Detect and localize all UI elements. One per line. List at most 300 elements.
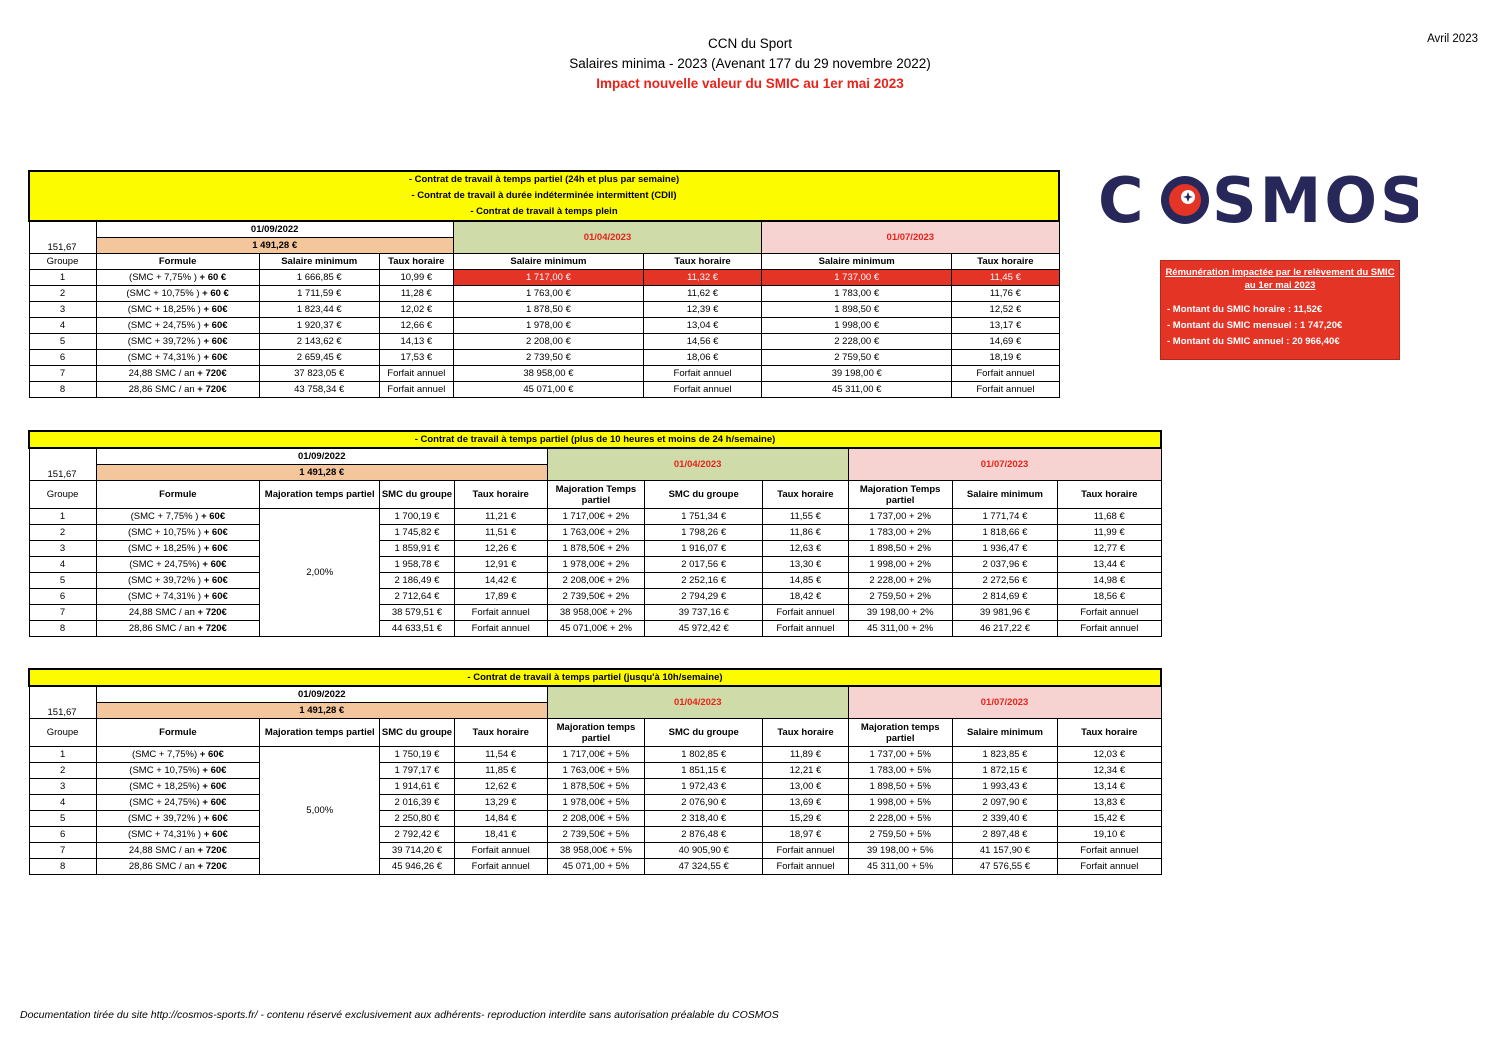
formula-text: (SMC + 7,75% ) [129, 272, 197, 283]
table-cell: 14,98 € [1058, 573, 1161, 589]
formula-bonus: + 60€ [203, 813, 228, 824]
table-cell: 39 714,20 € [380, 843, 454, 859]
table-cell: 46 217,22 € [952, 621, 1057, 637]
table-cell: 2 097,90 € [952, 795, 1057, 811]
table-cell: 2 228,00 + 5% [848, 811, 952, 827]
table-cell: 12,02 € [379, 302, 453, 318]
table-cell: 1 823,44 € [259, 302, 379, 318]
table-cell: 13,04 € [644, 318, 762, 334]
table-cell [96, 270, 259, 286]
formula-text: (SMC + 74,31% ) [127, 591, 202, 602]
table-cell: 1 700,19 € [380, 509, 454, 525]
table-cell [96, 350, 259, 366]
formula-bonus: + 60€ [203, 304, 228, 315]
table-cell: 12,63 € [763, 541, 848, 557]
table-cell: 6 [29, 350, 96, 366]
table-cell [96, 843, 259, 859]
table-cell: 15,29 € [763, 811, 848, 827]
col-header: SMC du groupe [645, 481, 763, 509]
col-header: Taux horaire [379, 254, 453, 270]
table3-hours: 151,67 [29, 686, 96, 719]
table-cell: 39 198,00 € [762, 366, 952, 382]
table-cell: 2 076,90 € [645, 795, 763, 811]
formula-text: 28,86 SMC / an [128, 384, 195, 395]
table-cell: 8 [29, 382, 96, 398]
table-cell: 1 783,00 + 2% [848, 525, 952, 541]
formula-text: 28,86 SMC / an [128, 861, 195, 872]
formula-text: (SMC + 39,72% ) [127, 336, 201, 347]
table-cell: 1 878,50€ + 2% [547, 541, 644, 557]
table-cell: 39 198,00 + 5% [848, 843, 952, 859]
col-header: SMC du groupe [380, 481, 454, 509]
formula-bonus: + 60€ [202, 797, 227, 808]
table-cell: 45 071,00 + 5% [547, 859, 644, 875]
table-row [29, 382, 1059, 398]
col-header: Taux horaire [454, 719, 547, 747]
table-row [29, 366, 1059, 382]
table-cell: Forfait annuel [952, 366, 1059, 382]
table-cell: 2 814,69 € [952, 589, 1057, 605]
formula-bonus: + 60 € [199, 272, 227, 283]
table-cell: 1 872,15 € [952, 763, 1057, 779]
formula-text: (SMC + 18,25% ) [127, 543, 202, 554]
table-row [29, 557, 1161, 573]
salary-table-part-time-10-24h [28, 430, 1162, 637]
table-cell: 11,99 € [1058, 525, 1161, 541]
table-row [29, 859, 1161, 875]
col-header: Majoration Temps partiel [848, 481, 952, 509]
table-row [29, 541, 1161, 557]
table-cell: 17,53 € [379, 350, 453, 366]
table-cell: Forfait annuel [1058, 843, 1161, 859]
table-row [29, 509, 1161, 525]
table-cell [96, 509, 259, 525]
table-cell: 41 157,90 € [952, 843, 1057, 859]
table-cell: 1 [29, 747, 96, 763]
table-cell: 1 978,00 € [453, 318, 643, 334]
table-cell: 1 914,61 € [380, 779, 454, 795]
table-cell: 8 [29, 621, 96, 637]
table-cell: 14,69 € [952, 334, 1059, 350]
table-cell: 45 071,00€ + 2% [547, 621, 644, 637]
table-cell: Forfait annuel [644, 382, 762, 398]
table-row [29, 747, 1161, 763]
table1-date-b: 01/07/2023 [762, 221, 1059, 254]
table-cell: 38 958,00 € [453, 366, 643, 382]
table-cell: 11,45 € [952, 270, 1059, 286]
table-cell: 40 905,90 € [645, 843, 763, 859]
table-cell [96, 366, 259, 382]
table-cell: 13,83 € [1058, 795, 1161, 811]
table-cell: Forfait annuel [454, 843, 547, 859]
formula-bonus: + 60€ [203, 829, 228, 840]
table-cell: 1 802,85 € [645, 747, 763, 763]
table-cell: 18,97 € [763, 827, 848, 843]
table-cell: 17,89 € [454, 589, 547, 605]
table-cell: 12,03 € [1058, 747, 1161, 763]
table-cell: 6 [29, 589, 96, 605]
table-cell: 14,13 € [379, 334, 453, 350]
table-cell: 15,42 € [1058, 811, 1161, 827]
info-line-monthly: - Montant du SMIC mensuel : 1 747,20€ [1167, 320, 1343, 331]
table-cell: 1 745,82 € [380, 525, 454, 541]
table2-date-ref: 01/09/2022 [96, 448, 547, 465]
table-cell: Forfait annuel [379, 382, 453, 398]
formula-text: (SMC + 24,75%) [129, 797, 200, 808]
table-cell: 11,55 € [763, 509, 848, 525]
formula-text: (SMC + 7,75% ) [130, 511, 199, 522]
col-header: SMC du groupe [380, 719, 454, 747]
table-cell: 2 876,48 € [645, 827, 763, 843]
table-row [29, 318, 1059, 334]
table-cell: 1 851,15 € [645, 763, 763, 779]
table-cell: 1 717,00 € [453, 270, 643, 286]
table-cell: 2 739,50€ + 2% [547, 589, 644, 605]
table-cell: Forfait annuel [952, 382, 1059, 398]
table-cell: Forfait annuel [454, 621, 547, 637]
salary-table-part-time-up-to-10h [28, 668, 1162, 875]
table-row [29, 621, 1161, 637]
formula-bonus: + 60€ [203, 320, 228, 331]
table-cell: 5 [29, 811, 96, 827]
table-cell: 1 898,50 + 2% [848, 541, 952, 557]
table-cell: 4 [29, 318, 96, 334]
table-cell: 2 228,00 + 2% [848, 573, 952, 589]
table-cell: 18,42 € [763, 589, 848, 605]
table-cell [96, 763, 259, 779]
table-cell: 2 759,50 + 2% [848, 589, 952, 605]
formula-bonus: + 60€ [202, 781, 227, 792]
table-cell: 1 763,00€ + 2% [547, 525, 644, 541]
table-row [29, 763, 1161, 779]
smic-info-box [1160, 260, 1400, 360]
table-cell [96, 541, 259, 557]
formula-bonus: + 720€ [197, 623, 227, 634]
table1-date-a: 01/04/2023 [453, 221, 761, 254]
table-cell: 2 208,00€ + 5% [547, 811, 644, 827]
table-cell: Forfait annuel [763, 843, 848, 859]
table-cell: 13,00 € [763, 779, 848, 795]
table-cell: 1 978,00€ + 5% [547, 795, 644, 811]
formula-text: (SMC + 7,75%) [131, 749, 198, 760]
table-cell: 7 [29, 605, 96, 621]
table-cell [96, 795, 259, 811]
formula-text: (SMC + 39,72% ) [127, 813, 202, 824]
table-cell: 1 737,00 + 5% [848, 747, 952, 763]
table-cell: 4 [29, 795, 96, 811]
document-header [400, 34, 1100, 94]
col-header: Salaire minimum [762, 254, 952, 270]
table-cell [96, 525, 259, 541]
table-cell: 1 750,19 € [380, 747, 454, 763]
table1-hours: 151,67 [29, 221, 96, 254]
table-cell: 11,76 € [952, 286, 1059, 302]
table-cell: 2 794,29 € [645, 589, 763, 605]
table-cell: 14,85 € [763, 573, 848, 589]
cosmos-logo [1098, 165, 1418, 235]
table-cell [96, 589, 259, 605]
table-row [29, 286, 1059, 302]
table-cell: 1 751,34 € [645, 509, 763, 525]
table-cell: 1 823,85 € [952, 747, 1057, 763]
formula-bonus: + 60€ [203, 527, 228, 538]
col-header: SMC du groupe [645, 719, 763, 747]
table-cell: 13,29 € [454, 795, 547, 811]
table-cell: 13,44 € [1058, 557, 1161, 573]
col-header: Groupe [29, 719, 96, 747]
table-cell: 1 818,66 € [952, 525, 1057, 541]
table-cell [96, 827, 259, 843]
table-row [29, 350, 1059, 366]
table-cell: 2 186,49 € [380, 573, 454, 589]
formula-text: (SMC + 10,75%) [129, 765, 200, 776]
table-cell: 1 898,50 + 5% [848, 779, 952, 795]
table3-date-ref: 01/09/2022 [96, 686, 547, 703]
table1-title-line: - Contrat de travail à durée indéterminée intermittent (CDII) [411, 190, 677, 201]
table-cell: 12,39 € [644, 302, 762, 318]
table-cell: 12,66 € [379, 318, 453, 334]
table-cell: Forfait annuel [379, 366, 453, 382]
table2-smc-ref: 1 491,28 € [96, 465, 547, 481]
header-line-1: CCN du Sport [707, 36, 793, 51]
formula-bonus: + 720€ [197, 607, 227, 618]
table-cell: 1 711,59 € [259, 286, 379, 302]
table-cell: 11,21 € [454, 509, 547, 525]
table-row [29, 843, 1161, 859]
formula-bonus: + 60 € [202, 288, 229, 299]
table-cell: 11,54 € [454, 747, 547, 763]
formula-text: (SMC + 10,75% ) [127, 527, 202, 538]
table-cell: 1 [29, 270, 96, 286]
table-cell: 18,06 € [644, 350, 762, 366]
table-cell: 2 339,40 € [952, 811, 1057, 827]
table-cell: 1 920,37 € [259, 318, 379, 334]
table-cell: Forfait annuel [1058, 605, 1161, 621]
table-cell: 14,42 € [454, 573, 547, 589]
table-cell: 1 859,91 € [380, 541, 454, 557]
col-header: Formule [96, 481, 259, 509]
formula-text: (SMC + 18,25%) [129, 781, 200, 792]
col-header: Taux horaire [763, 719, 848, 747]
table-cell [96, 557, 259, 573]
table-cell: 1 737,00 € [762, 270, 952, 286]
table-cell: 2 [29, 286, 96, 302]
table-cell [96, 302, 259, 318]
col-header: Taux horaire [1058, 719, 1161, 747]
table-cell: 2 [29, 763, 96, 779]
formula-bonus: + 60€ [203, 575, 228, 586]
table1-title-line: - Contrat de travail à temps partiel (24h et plus par semaine) [408, 174, 680, 185]
table-cell: 12,91 € [454, 557, 547, 573]
salary-table-full-time [28, 170, 1060, 398]
col-header: Majoration temps partiel [848, 719, 952, 747]
table-cell: 44 633,51 € [380, 621, 454, 637]
col-header: Salaire minimum [453, 254, 643, 270]
formula-text: (SMC + 24,75% ) [127, 320, 201, 331]
document-date: Avril 2023 [1427, 33, 1478, 45]
table-cell: 1 993,43 € [952, 779, 1057, 795]
table-cell [96, 605, 259, 621]
table-cell: 1 958,78 € [380, 557, 454, 573]
table-cell [96, 382, 259, 398]
table-cell: 38 958,00€ + 5% [547, 843, 644, 859]
table-cell: 12,52 € [952, 302, 1059, 318]
table-cell: 11,28 € [379, 286, 453, 302]
table2-date-b: 01/07/2023 [848, 448, 1161, 481]
table-cell: 19,10 € [1058, 827, 1161, 843]
table-cell: 39 198,00 + 2% [848, 605, 952, 621]
table-row [29, 573, 1161, 589]
table-cell: 13,30 € [763, 557, 848, 573]
table-cell: 18,41 € [454, 827, 547, 843]
formula-bonus: + 60€ [202, 765, 227, 776]
table-cell: 14,56 € [644, 334, 762, 350]
formula-bonus: + 60€ [203, 336, 228, 347]
table1-smc-ref: 1 491,28 € [96, 238, 453, 254]
table-cell: 47 576,55 € [952, 859, 1057, 875]
table-cell: 2 037,96 € [952, 557, 1057, 573]
table-row [29, 779, 1161, 795]
footer-disclaimer: Documentation tirée du site http://cosmos-sports.fr/ - contenu réservé exclusivement aux adhérents- reproduction interdite sans autorisation préalable du COSMOS [20, 1009, 779, 1021]
table-cell: 13,69 € [763, 795, 848, 811]
table-cell: 2 [29, 525, 96, 541]
table-cell: Forfait annuel [763, 605, 848, 621]
table-cell: 2 228,00 € [762, 334, 952, 350]
col-header: Majoration temps partiel [260, 719, 380, 747]
table-cell: 47 324,55 € [645, 859, 763, 875]
table-cell [96, 334, 259, 350]
table-cell [96, 859, 259, 875]
table-cell: 1 998,00 € [762, 318, 952, 334]
formula-text: 24,88 SMC / an [128, 607, 195, 618]
table-cell: 18,19 € [952, 350, 1059, 366]
formula-text: (SMC + 18,25% ) [127, 304, 201, 315]
table-cell: 11,68 € [1058, 509, 1161, 525]
table-cell: 2 017,56 € [645, 557, 763, 573]
formula-text: 28,86 SMC / an [128, 623, 195, 634]
col-header: Taux horaire [1058, 481, 1161, 509]
formula-text: (SMC + 24,75%) [129, 559, 200, 570]
table-cell: 7 [29, 843, 96, 859]
formula-bonus: + 60€ [203, 352, 228, 363]
table-cell: 8 [29, 859, 96, 875]
table-cell [96, 286, 259, 302]
table-cell: 2 897,48 € [952, 827, 1057, 843]
info-line-hourly: - Montant du SMIC horaire : 11,52€ [1167, 304, 1323, 315]
formula-text: (SMC + 39,72% ) [127, 575, 202, 586]
table-cell: 1 783,00 € [762, 286, 952, 302]
table-cell: 45 071,00 € [453, 382, 643, 398]
table-cell: 2 739,50€ + 5% [547, 827, 644, 843]
table-cell: 2 272,56 € [952, 573, 1057, 589]
table3-smc-ref: 1 491,28 € [96, 703, 547, 719]
table1-date-ref: 01/09/2022 [96, 221, 453, 238]
formula-bonus: + 60€ [203, 591, 228, 602]
table-cell: 38 579,51 € [380, 605, 454, 621]
info-line-annual: - Montant du SMIC annuel : 20 966,40€ [1167, 336, 1340, 347]
formula-text: 24,88 SMC / an [128, 368, 195, 379]
table-cell: 45 311,00 + 5% [848, 859, 952, 875]
table-cell: 1 998,00 + 5% [848, 795, 952, 811]
table-cell: Forfait annuel [1058, 621, 1161, 637]
table-cell: 14,84 € [454, 811, 547, 827]
table-row [29, 589, 1161, 605]
table-cell: 2 016,39 € [380, 795, 454, 811]
table-cell: Forfait annuel [644, 366, 762, 382]
table-cell: Forfait annuel [454, 859, 547, 875]
table-cell: Forfait annuel [763, 621, 848, 637]
table-cell: 12,62 € [454, 779, 547, 795]
col-header: Majoration Temps partiel [547, 481, 644, 509]
table-cell: 1 666,85 € [259, 270, 379, 286]
table-cell: 1 916,07 € [645, 541, 763, 557]
table-cell: 2 759,50 € [762, 350, 952, 366]
table-cell: 2 659,45 € [259, 350, 379, 366]
formula-bonus: + 720€ [197, 384, 227, 395]
table-cell: 38 958,00€ + 2% [547, 605, 644, 621]
formula-text: (SMC + 74,31% ) [127, 829, 202, 840]
table-row [29, 605, 1161, 621]
table-cell: 12,34 € [1058, 763, 1161, 779]
table3-date-a: 01/04/2023 [547, 686, 848, 719]
header-line-2: Salaires minima - 2023 (Avenant 177 du 29 novembre 2022) [569, 56, 931, 71]
table-cell: 11,86 € [763, 525, 848, 541]
table-cell: 1 978,00€ + 2% [547, 557, 644, 573]
table-cell: 3 [29, 541, 96, 557]
col-header: Taux horaire [763, 481, 848, 509]
table-row [29, 827, 1161, 843]
table-cell: 39 737,16 € [645, 605, 763, 621]
table-cell: 12,77 € [1058, 541, 1161, 557]
table-cell: 1 737,00 + 2% [848, 509, 952, 525]
table-cell: 1 936,47 € [952, 541, 1057, 557]
table2-title: - Contrat de travail à temps partiel (plus de 10 heures et moins de 24 h/semaine) [29, 431, 1161, 448]
table-cell [96, 747, 259, 763]
table-cell: 1 783,00 + 5% [848, 763, 952, 779]
table-cell: 1 763,00€ + 5% [547, 763, 644, 779]
table-cell: 3 [29, 302, 96, 318]
table-cell: 18,56 € [1058, 589, 1161, 605]
table-cell: 5 [29, 334, 96, 350]
svg-text:SMOS: SMOS [1212, 165, 1418, 235]
table-cell: 45 311,00 + 2% [848, 621, 952, 637]
table-cell: 1 998,00 + 2% [848, 557, 952, 573]
table-row [29, 811, 1161, 827]
table-row [29, 795, 1161, 811]
formula-bonus: + 720€ [197, 861, 227, 872]
formula-bonus: + 60€ [203, 543, 228, 554]
table-cell: 11,51 € [454, 525, 547, 541]
col-header: Taux horaire [952, 254, 1059, 270]
formula-bonus: + 60€ [199, 749, 224, 760]
table-cell: 11,62 € [644, 286, 762, 302]
table2-hours: 151,67 [29, 448, 96, 481]
table-cell: 13,14 € [1058, 779, 1161, 795]
table-cell: 43 758,34 € [259, 382, 379, 398]
table-cell: 37 823,05 € [259, 366, 379, 382]
col-header: Groupe [29, 481, 96, 509]
col-header: Formule [96, 719, 259, 747]
table-row [29, 525, 1161, 541]
table-cell [96, 811, 259, 827]
table-cell: 11,85 € [454, 763, 547, 779]
table-cell [96, 318, 259, 334]
svg-text:C: C [1098, 165, 1147, 235]
formula-text: (SMC + 74,31% ) [127, 352, 201, 363]
table-cell: 1 972,43 € [645, 779, 763, 795]
formula-bonus: + 60€ [201, 511, 226, 522]
formula-text: 24,88 SMC / an [128, 845, 195, 856]
